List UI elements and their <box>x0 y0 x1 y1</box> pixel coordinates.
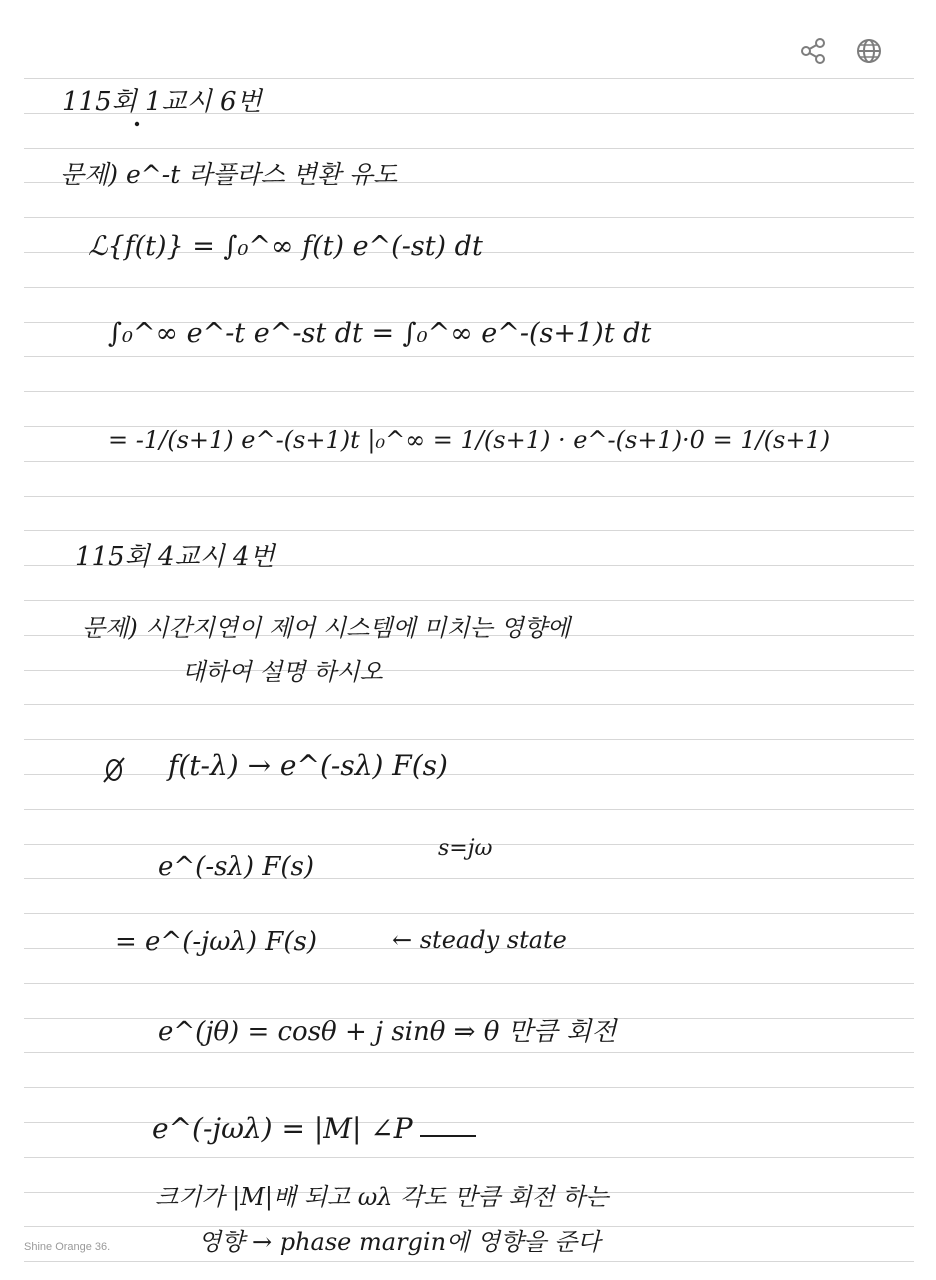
section2-eq3-note: ← steady state <box>392 926 567 954</box>
section1-eq3: = -1/(s+1) e^-(s+1)t |₀^∞ = 1/(s+1) · e^-(s+1)·0 = 1/(s+1) <box>108 426 831 454</box>
section1-eq1: ℒ{f(t)} = ∫₀^∞ f(t) e^(-st) dt <box>88 231 483 262</box>
section2-conclusion-line2: 영향 → phase margin에 영향을 준다 <box>198 1228 601 1256</box>
section1-eq2: ∫₀^∞ e^-t e^-st dt = ∫₀^∞ e^-(s+1)t dt <box>108 318 652 349</box>
section2-header: 115회 4교시 4번 <box>75 542 275 572</box>
section1-question: 문제) e^-t 라플라스 변환 유도 <box>60 160 398 189</box>
footer-brand: Shine Orange 36. <box>24 1241 111 1253</box>
section2-question-line2: 대하여 설명 하시오 <box>182 658 383 686</box>
section2-conclusion-line1: 크기가 |M|배 되고 ωλ 각도 만큼 회전 하는 <box>155 1183 609 1211</box>
section2-eq2-note: s=jω <box>438 836 493 861</box>
section2-question-line1: 문제) 시간지연이 제어 시스템에 미치는 영향에 <box>82 614 571 642</box>
section2-eq3: = e^(-jωλ) F(s) <box>115 927 317 957</box>
section2-eq5: e^(-jωλ) = |M| ∠P <box>152 1112 413 1145</box>
section2-eq4: e^(jθ) = cosθ + j sinθ ⇒ θ 만큼 회전 <box>158 1017 617 1047</box>
section2-eq2: e^(-sλ) F(s) <box>158 852 314 882</box>
section1-header: 115회 1교시 6번 <box>62 87 262 117</box>
pen-dot <box>135 122 139 126</box>
section2-eq1: f(t-λ) → e^(-sλ) F(s) <box>168 749 448 782</box>
theta-mark <box>104 758 124 782</box>
